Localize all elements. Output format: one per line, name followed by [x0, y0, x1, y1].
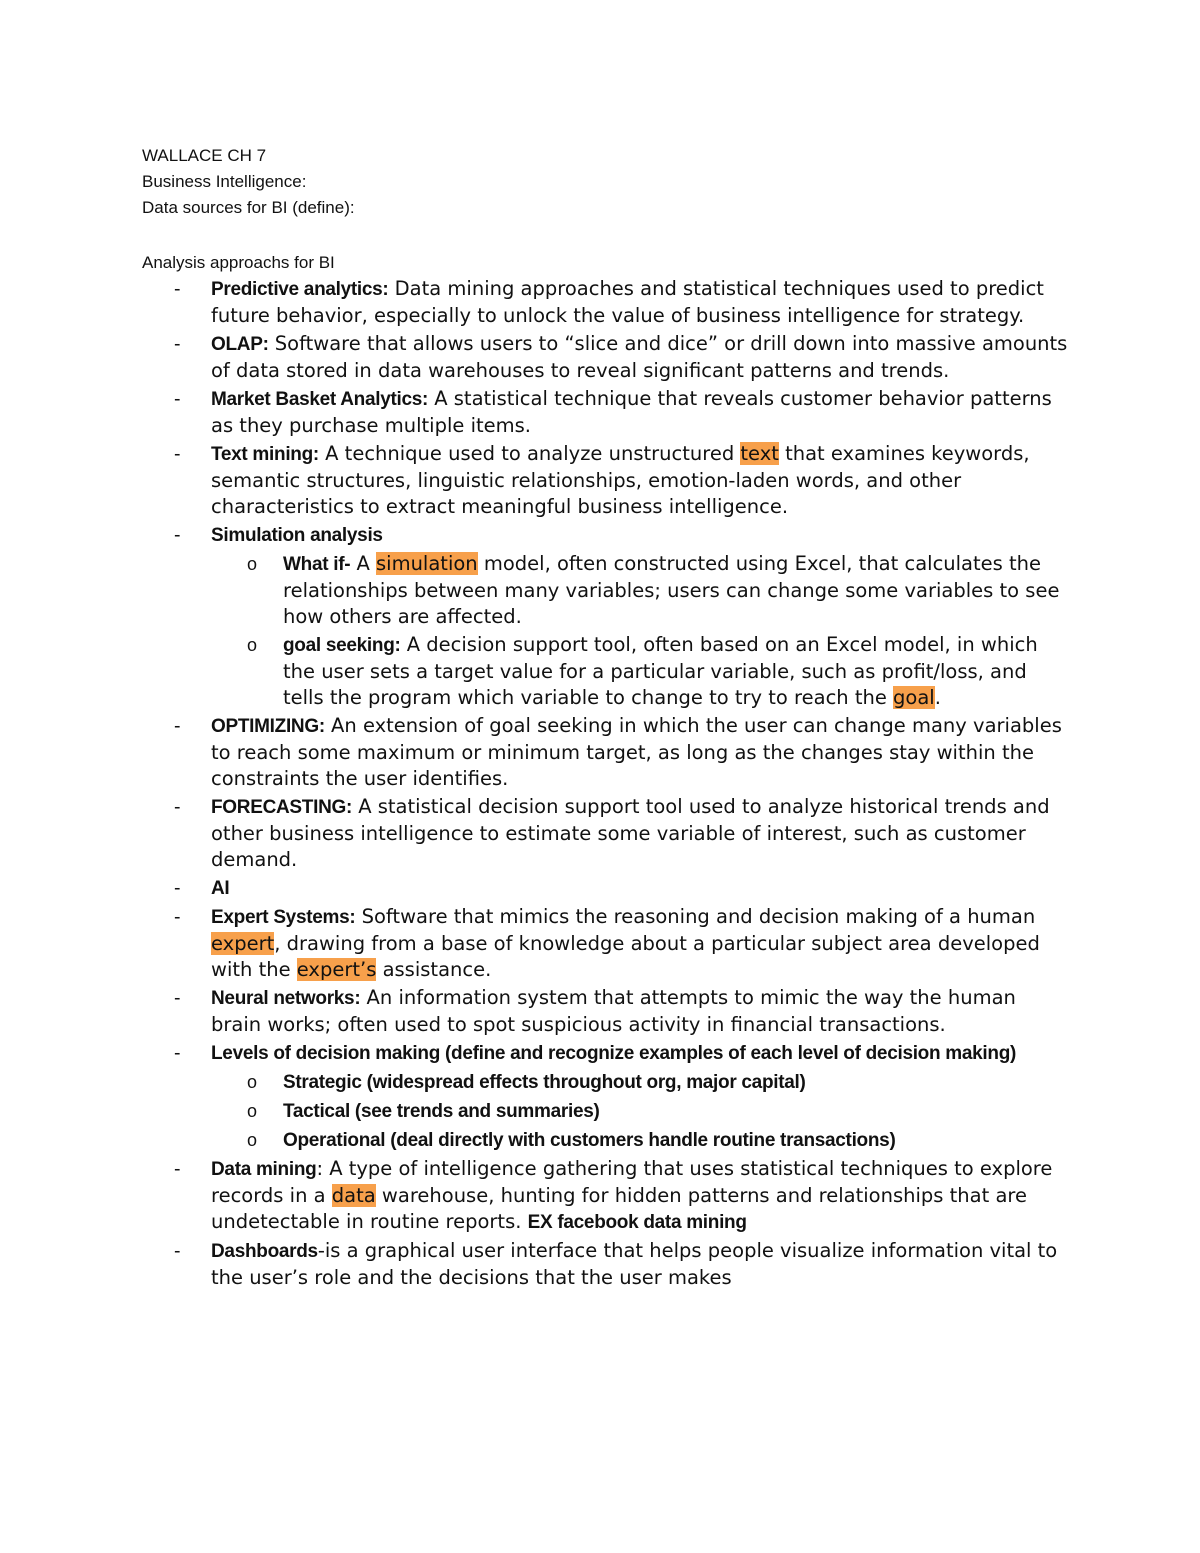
sub-item-tactical	[0, 1098, 1073, 1125]
definition-start: A	[350, 552, 376, 575]
sub-item-strategic	[0, 1069, 1073, 1096]
sub-item-operational	[0, 1127, 1073, 1154]
dash-marker: -	[174, 1240, 181, 1262]
term: FORECASTING:	[211, 797, 353, 818]
highlighted-word: expert	[211, 932, 275, 955]
sub-item-goal-seeking	[0, 632, 1073, 711]
definition: Data mining approaches and statistical techniques used to predict future behavior, especially to unlock the value of business intelligence for strategy.	[211, 277, 1044, 327]
definition-end: assistance.	[376, 958, 492, 981]
highlighted-word: simulation	[376, 552, 478, 575]
document-header	[142, 143, 355, 221]
definition-start: : A type of intelligence gathering that uses statistical techniques to explore records in a	[211, 1157, 1053, 1207]
definition-end: model, often constructed using Excel, that calculates the relationships between many variables; users can change some variables to see how others are affected.	[283, 552, 1060, 628]
term: Text mining:	[211, 444, 319, 465]
list-item-text-mining	[0, 441, 1071, 520]
list-item-simulation-analysis	[0, 522, 1071, 549]
list-item-neural-networks	[0, 985, 1071, 1038]
definition-end: warehouse, hunting for hidden patterns and relationships that are undetectable in routine reports.	[211, 1184, 1027, 1233]
chapter-title: WALLACE CH 7	[142, 146, 267, 165]
definition-middle: , drawing from a base of knowledge about a particular subject area developed with the	[211, 932, 1040, 981]
dash-marker: -	[174, 388, 181, 410]
term: Levels of decision making (define and recognize examples of each level of decision making)	[211, 1043, 1017, 1064]
definition: Software that allows users to “slice and dice” or drill down into massive amounts of data stored in data warehouses to reveal significant patterns and trends.	[211, 332, 1068, 382]
definition: A statistical technique that reveals customer behavior patterns as they purchase multiple items.	[211, 387, 1052, 437]
analysis-list	[0, 276, 1200, 1293]
dash-marker: -	[174, 1042, 181, 1064]
circle-bullet: o	[247, 1130, 258, 1150]
sub-item-what-if	[0, 551, 1073, 630]
list-item-optimizing	[0, 713, 1071, 792]
term: Operational (deal directly with customers handle routine transactions)	[283, 1130, 896, 1151]
circle-bullet: o	[247, 1101, 258, 1121]
term: What if-	[283, 554, 351, 575]
term: Market Basket Analytics:	[211, 389, 429, 410]
dash-marker: -	[174, 906, 181, 928]
term: Expert Systems:	[211, 907, 356, 928]
dash-marker: -	[174, 333, 181, 355]
term: OLAP:	[211, 334, 269, 355]
definition-end: that examines keywords, semantic structures, linguistic relationships, emotion-laden words, and other characteristics to extract meaningful business intelligence.	[211, 442, 1030, 518]
definition: A statistical decision support tool used to analyze historical trends and other business intelligence to estimate some variable of interest, such as customer demand.	[211, 795, 1050, 871]
topic-heading: Business Intelligence:	[142, 172, 307, 191]
highlighted-word: goal	[893, 686, 935, 709]
term: Dashboards	[211, 1241, 318, 1262]
term: goal seeking:	[283, 635, 401, 656]
dash-marker: -	[174, 278, 181, 300]
list-item-levels-of-decision-making	[0, 1040, 1071, 1067]
list-item-dashboards	[0, 1238, 1071, 1291]
highlighted-word: data	[331, 1184, 376, 1207]
definition-start: Software that mimics the reasoning and decision making of a human	[355, 905, 1036, 928]
term: Simulation analysis	[211, 525, 383, 546]
definition: -is a graphical user interface that helps people visualize information vital to the user’s role and the decisions that the user makes	[211, 1239, 1058, 1289]
list-item-data-mining	[0, 1156, 1071, 1236]
definition-end: .	[934, 686, 941, 709]
term: Neural networks:	[211, 988, 361, 1009]
list-item-expert-systems	[0, 904, 1071, 983]
list-item-predictive-analytics	[0, 276, 1071, 329]
term: Strategic (widespread effects throughout org, major capital)	[283, 1072, 806, 1093]
dash-marker: -	[174, 443, 181, 465]
definition-start: A technique used to analyze unstructured	[318, 442, 741, 465]
circle-bullet: o	[247, 554, 258, 574]
circle-bullet: o	[247, 635, 258, 655]
list-item-olap	[0, 331, 1071, 384]
section-title: Analysis approachs for BI	[142, 253, 335, 272]
dash-marker: -	[174, 796, 181, 818]
dash-marker: -	[174, 715, 181, 737]
dash-marker: -	[174, 524, 181, 546]
data-sources-heading: Data sources for BI (define):	[142, 198, 355, 217]
definition: An information system that attempts to mimic the way the human brain works; often used to spot suspicious activity in financial transactions.	[211, 986, 1016, 1036]
highlighted-word-2: expert’s	[296, 958, 377, 981]
dash-marker: -	[174, 877, 181, 899]
definition-start: A decision support tool, often based on an Excel model, in which the user sets a target value for a particular variable, such as profit/loss, and tells the program which variable to change to try to reach the	[283, 633, 1038, 709]
term: Predictive analytics:	[211, 279, 389, 300]
dash-marker: -	[174, 987, 181, 1009]
definition: An extension of goal seeking in which the user can change many variables to reach some maximum or minimum target, as long as the changes stay within the constraints the user identifies.	[211, 714, 1062, 790]
list-item-market-basket	[0, 386, 1071, 439]
term: OPTIMIZING:	[211, 716, 325, 737]
dash-marker: -	[174, 1158, 181, 1180]
list-item-forecasting	[0, 794, 1071, 873]
list-item-ai	[0, 875, 1071, 902]
term: Data mining	[211, 1159, 317, 1180]
term: Tactical (see trends and summaries)	[283, 1101, 600, 1122]
highlighted-word: text	[740, 442, 779, 465]
circle-bullet: o	[247, 1072, 258, 1092]
example-note: EX facebook data mining	[527, 1212, 747, 1233]
term: AI	[211, 878, 230, 899]
